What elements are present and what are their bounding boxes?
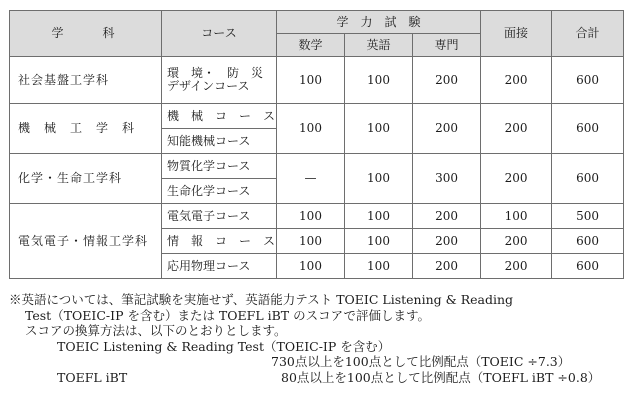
table-row bbox=[10, 104, 624, 129]
course-cell: 応用物理コース bbox=[162, 254, 277, 279]
dept-cell: 化学・生命工学科 bbox=[10, 154, 162, 204]
math-cell: 100 bbox=[277, 254, 345, 279]
math-cell: 100 bbox=[277, 57, 345, 104]
total-cell: 600 bbox=[552, 254, 624, 279]
major-cell: 200 bbox=[413, 204, 481, 229]
english-cell: 100 bbox=[345, 57, 413, 104]
header-math: 数学 bbox=[277, 34, 345, 57]
english-cell: 100 bbox=[345, 154, 413, 204]
note-line: Test（TOEIC-IP を含む）または TOEFL iBT のスコアで評価します。 bbox=[25, 307, 430, 323]
interview-cell: 200 bbox=[481, 154, 552, 204]
english-cell: 100 bbox=[345, 204, 413, 229]
major-cell: 200 bbox=[413, 229, 481, 254]
header-exam-group: 学 力 試 験 bbox=[277, 11, 481, 34]
major-cell: 200 bbox=[413, 254, 481, 279]
major-cell: 200 bbox=[413, 104, 481, 154]
interview-cell: 100 bbox=[481, 204, 552, 229]
course-cell: 生命化学コース bbox=[162, 179, 277, 204]
note-line: TOEIC Listening & Reading Test（TOEIC-IP を含む） bbox=[57, 338, 391, 354]
math-cell: 100 bbox=[277, 104, 345, 154]
math-cell: 100 bbox=[277, 204, 345, 229]
note-line: スコアの換算方法は、以下のとおりとします。 bbox=[25, 323, 287, 338]
total-cell: 600 bbox=[552, 229, 624, 254]
note-line bbox=[9, 370, 627, 386]
english-cell: 100 bbox=[345, 229, 413, 254]
table-row bbox=[10, 57, 624, 104]
interview-cell: 200 bbox=[481, 254, 552, 279]
header-row bbox=[10, 11, 624, 34]
english-cell: 100 bbox=[345, 254, 413, 279]
total-cell: 600 bbox=[552, 57, 624, 104]
table-row bbox=[10, 204, 624, 229]
header-dept: 学 科 bbox=[10, 11, 162, 57]
major-cell: 300 bbox=[413, 154, 481, 204]
total-cell: 600 bbox=[552, 154, 624, 204]
math-cell: 100 bbox=[277, 229, 345, 254]
course-line: 環 境・ 防 災 bbox=[167, 66, 264, 81]
english-cell: 100 bbox=[345, 104, 413, 154]
interview-cell: 200 bbox=[481, 229, 552, 254]
dept-cell: 電気電子・情報工学科 bbox=[10, 204, 162, 279]
total-cell: 600 bbox=[552, 104, 624, 154]
header-interview: 面接 bbox=[481, 11, 552, 57]
math-cell: — bbox=[277, 154, 345, 204]
note-line: ※英語については、筆記試験を実施せず、英語能力テスト TOEIC Listening & Reading bbox=[9, 292, 514, 307]
note-rule-toefl: 80点以上を100点として比例配点（TOEFL iBT ÷0.8） bbox=[281, 369, 601, 385]
course-cell: 情 報 コ ー ス bbox=[162, 229, 277, 254]
table-row bbox=[10, 154, 624, 179]
dept-cell: 社会基盤工学科 bbox=[10, 57, 162, 104]
course-line: デザインコース bbox=[167, 79, 250, 93]
header-total: 合計 bbox=[552, 11, 624, 57]
header-major: 専門 bbox=[413, 34, 481, 57]
notes bbox=[9, 292, 627, 385]
score-table bbox=[9, 10, 624, 279]
course-cell: 電気電子コース bbox=[162, 204, 277, 229]
course-cell: 機 械 コ ー ス bbox=[162, 104, 277, 129]
major-cell: 200 bbox=[413, 57, 481, 104]
note-label-toefl: TOEFL iBT bbox=[57, 369, 128, 385]
header-course: コース bbox=[162, 11, 277, 57]
total-cell: 500 bbox=[552, 204, 624, 229]
interview-cell: 200 bbox=[481, 57, 552, 104]
dept-cell: 機 械 工 学 科 bbox=[10, 104, 162, 154]
note-line: 730点以上を100点として比例配点（TOEIC ÷7.3） bbox=[271, 354, 571, 369]
interview-cell: 200 bbox=[481, 104, 552, 154]
header-english: 英語 bbox=[345, 34, 413, 57]
course-cell: 知能機械コース bbox=[162, 129, 277, 154]
course-cell bbox=[162, 57, 277, 104]
course-cell: 物質化学コース bbox=[162, 154, 277, 179]
